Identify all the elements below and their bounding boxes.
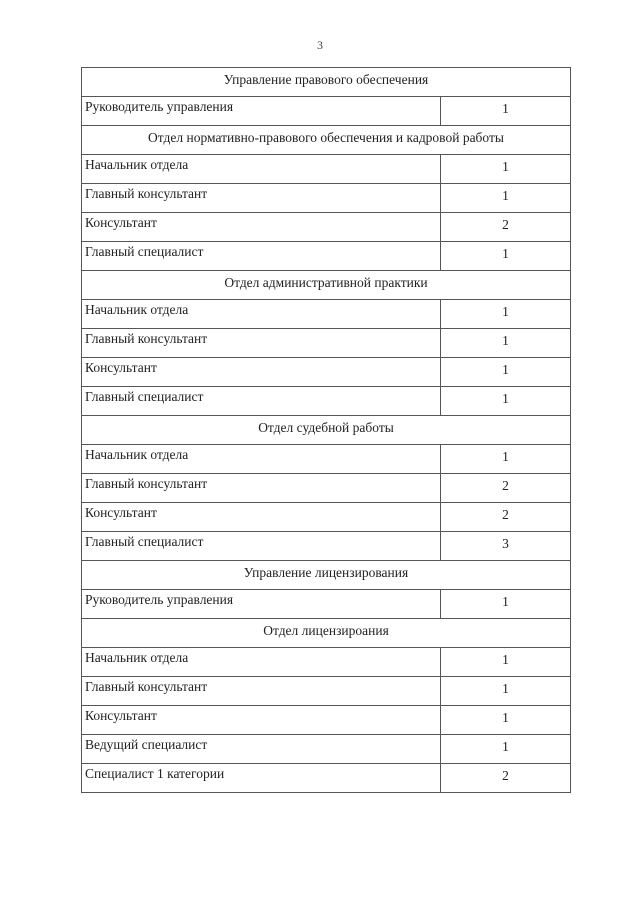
position-count: 1 bbox=[441, 184, 571, 213]
position-count: 1 bbox=[441, 735, 571, 764]
position-title: Главный консультант bbox=[82, 677, 441, 706]
section-header-row bbox=[82, 271, 571, 300]
position-title: Главный специалист bbox=[82, 242, 441, 271]
position-row bbox=[82, 532, 571, 561]
position-row bbox=[82, 155, 571, 184]
section-header-row bbox=[82, 68, 571, 97]
position-row bbox=[82, 213, 571, 242]
section-title: Отдел лицензироания bbox=[82, 619, 571, 648]
position-row bbox=[82, 474, 571, 503]
position-row bbox=[82, 590, 571, 619]
section-header-row bbox=[82, 416, 571, 445]
staffing-table-body bbox=[82, 68, 571, 793]
position-count: 2 bbox=[441, 474, 571, 503]
section-title: Управление лицензирования bbox=[82, 561, 571, 590]
position-title: Главный консультант bbox=[82, 329, 441, 358]
position-count: 2 bbox=[441, 503, 571, 532]
position-title: Консультант bbox=[82, 706, 441, 735]
position-title: Консультант bbox=[82, 503, 441, 532]
position-row bbox=[82, 706, 571, 735]
position-row bbox=[82, 329, 571, 358]
position-row bbox=[82, 97, 571, 126]
section-title: Управление правового обеспечения bbox=[82, 68, 571, 97]
position-title: Консультант bbox=[82, 358, 441, 387]
section-title: Отдел нормативно-правового обеспечения и кадровой работы bbox=[82, 126, 571, 155]
position-count: 1 bbox=[441, 445, 571, 474]
position-title: Главный специалист bbox=[82, 387, 441, 416]
position-count: 1 bbox=[441, 242, 571, 271]
position-row bbox=[82, 764, 571, 793]
position-title: Начальник отдела bbox=[82, 155, 441, 184]
position-title: Руководитель управления bbox=[82, 590, 441, 619]
position-title: Начальник отдела bbox=[82, 300, 441, 329]
position-row bbox=[82, 300, 571, 329]
position-count: 1 bbox=[441, 300, 571, 329]
position-count: 2 bbox=[441, 213, 571, 242]
position-row bbox=[82, 445, 571, 474]
position-title: Главный консультант bbox=[82, 184, 441, 213]
position-title: Начальник отдела bbox=[82, 445, 441, 474]
position-row bbox=[82, 358, 571, 387]
position-row bbox=[82, 677, 571, 706]
position-row bbox=[82, 184, 571, 213]
position-row bbox=[82, 735, 571, 764]
position-title: Ведущий специалист bbox=[82, 735, 441, 764]
page-number: 3 bbox=[317, 38, 323, 52]
position-row bbox=[82, 503, 571, 532]
position-title: Главный консультант bbox=[82, 474, 441, 503]
position-count: 1 bbox=[441, 155, 571, 184]
section-header-row bbox=[82, 619, 571, 648]
position-title: Руководитель управления bbox=[82, 97, 441, 126]
position-count: 1 bbox=[441, 97, 571, 126]
position-title: Консультант bbox=[82, 213, 441, 242]
position-row bbox=[82, 242, 571, 271]
section-header-row bbox=[82, 126, 571, 155]
section-title: Отдел административной практики bbox=[82, 271, 571, 300]
staffing-table bbox=[81, 67, 571, 793]
position-count: 1 bbox=[441, 329, 571, 358]
position-count: 3 bbox=[441, 532, 571, 561]
position-count: 1 bbox=[441, 358, 571, 387]
position-title: Главный специалист bbox=[82, 532, 441, 561]
position-count: 1 bbox=[441, 648, 571, 677]
position-count: 1 bbox=[441, 590, 571, 619]
position-title: Начальник отдела bbox=[82, 648, 441, 677]
position-row bbox=[82, 648, 571, 677]
section-header-row bbox=[82, 561, 571, 590]
position-count: 1 bbox=[441, 387, 571, 416]
position-count: 2 bbox=[441, 764, 571, 793]
position-count: 1 bbox=[441, 706, 571, 735]
position-row bbox=[82, 387, 571, 416]
position-title: Специалист 1 категории bbox=[82, 764, 441, 793]
section-title: Отдел судебной работы bbox=[82, 416, 571, 445]
position-count: 1 bbox=[441, 677, 571, 706]
